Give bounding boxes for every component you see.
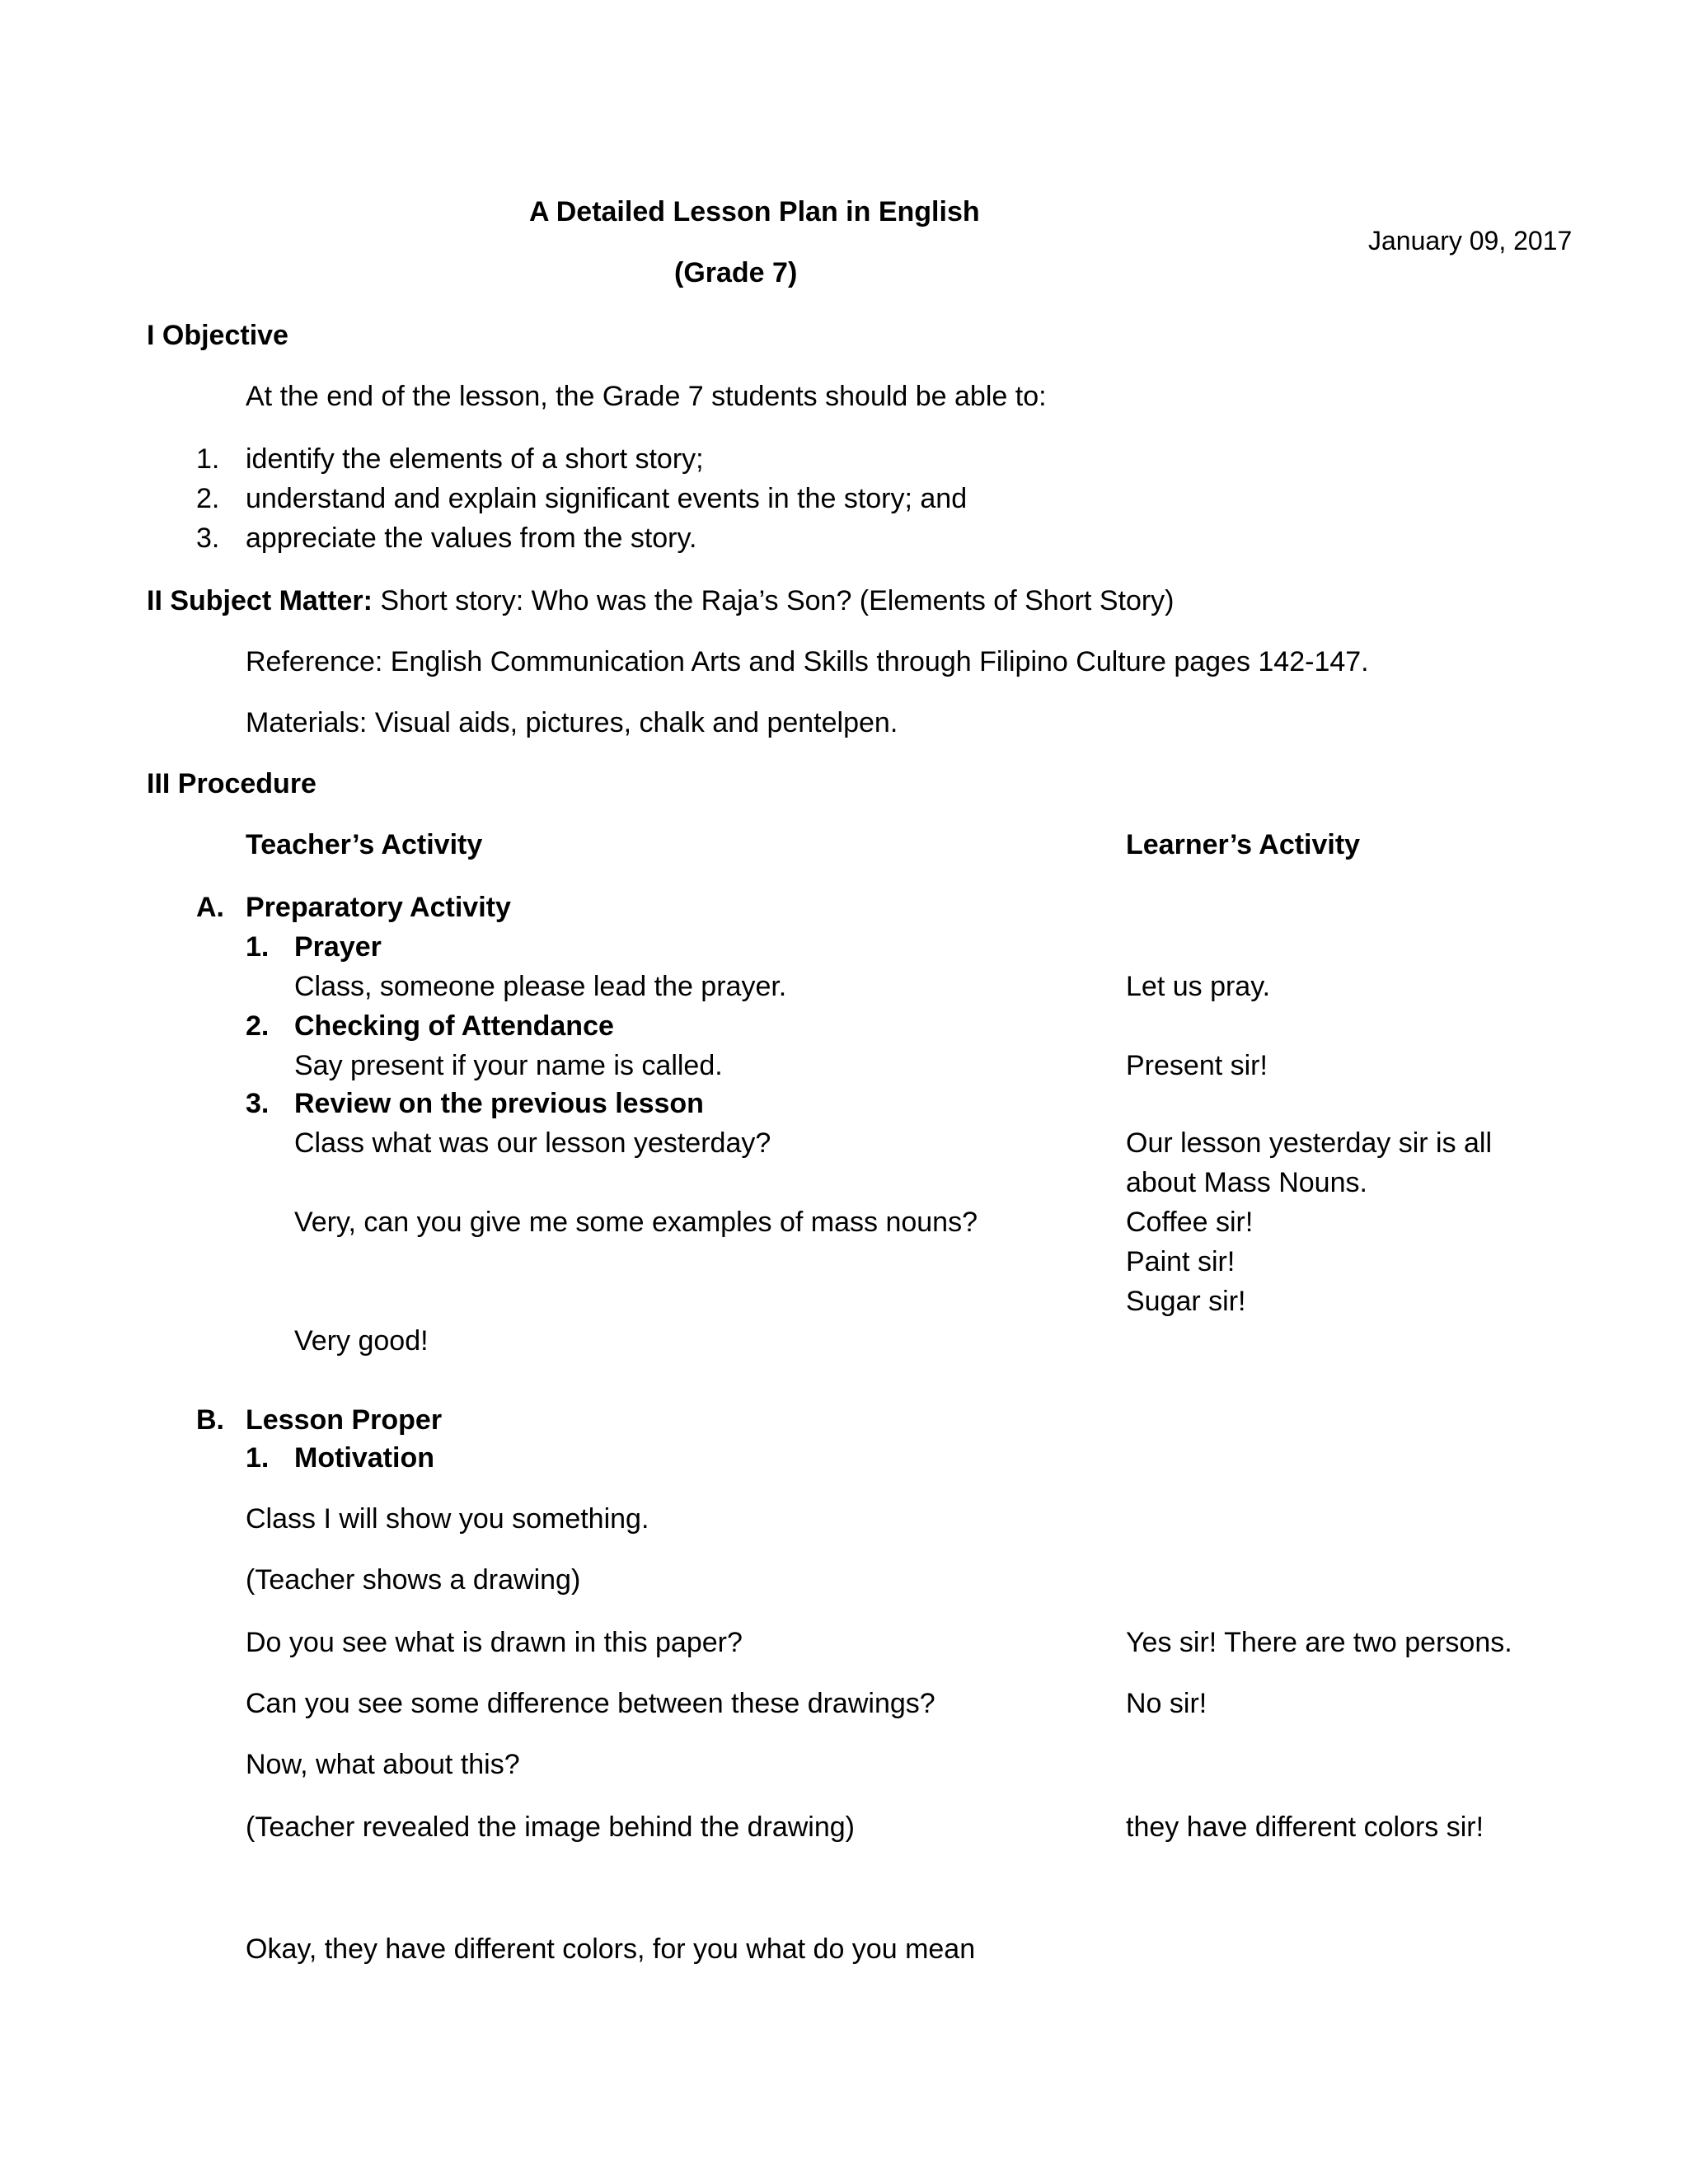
objective-item-number: 1. (196, 443, 220, 475)
review-number: 3. (246, 1088, 270, 1119)
document-subtitle: (Grade 7) (674, 257, 798, 288)
attendance-number: 2. (246, 1010, 270, 1042)
learner-activity-header: Learner’s Activity (1126, 829, 1361, 860)
motivation-teacher-question: Can you see some difference between these drawings? (246, 1688, 935, 1719)
section-a-title: Preparatory Activity (246, 892, 511, 923)
objective-item: understand and explain significant events in the story; and (246, 483, 968, 514)
motivation-title: Motivation (294, 1442, 434, 1474)
prayer-title: Prayer (294, 931, 382, 963)
attendance-teacher-line: Say present if your name is called. (294, 1050, 723, 1081)
motivation-teacher-line: Now, what about this? (246, 1749, 520, 1780)
attendance-learner-line: Present sir! (1126, 1050, 1268, 1081)
review-learner-answer: Paint sir! (1126, 1246, 1236, 1277)
objective-item: appreciate the values from the story. (246, 523, 697, 554)
motivation-teacher-line: (Teacher revealed the image behind the drawing) (246, 1811, 856, 1843)
subject-matter-heading: II Subject Matter: (147, 585, 373, 616)
review-learner-answer: Sugar sir! (1126, 1286, 1246, 1317)
motivation-learner-answer: No sir! (1126, 1688, 1207, 1719)
objective-item-number: 2. (196, 483, 220, 514)
section-a-letter: A. (196, 892, 224, 923)
document-title: A Detailed Lesson Plan in English (529, 196, 980, 227)
objective-heading: I Objective (147, 320, 288, 351)
prayer-learner-line: Let us pray. (1126, 971, 1271, 1002)
review-teacher-question: Class what was our lesson yesterday? (294, 1127, 771, 1159)
motivation-number: 1. (246, 1442, 270, 1474)
attendance-title: Checking of Attendance (294, 1010, 614, 1042)
prayer-teacher-line: Class, someone please lead the prayer. (294, 971, 787, 1002)
objective-intro: At the end of the lesson, the Grade 7 students should be able to: (246, 381, 1047, 412)
materials-line: Materials: Visual aids, pictures, chalk and pentelpen. (246, 707, 898, 738)
section-b-letter: B. (196, 1404, 224, 1436)
objective-item-number: 3. (196, 523, 220, 554)
motivation-learner-answer: they have different colors sir! (1126, 1811, 1484, 1843)
motivation-teacher-line: Okay, they have different colors, for you what do you mean (246, 1933, 976, 1965)
motivation-teacher-line: Class I will show you something. (246, 1503, 649, 1535)
review-learner-answer: Our lesson yesterday sir is all (1126, 1127, 1493, 1159)
review-learner-answer: about Mass Nouns. (1126, 1167, 1367, 1198)
document-date: January 09, 2017 (1368, 226, 1573, 255)
objective-item: identify the elements of a short story; (246, 443, 704, 475)
review-title: Review on the previous lesson (294, 1088, 704, 1119)
subject-matter-line (147, 587, 1175, 615)
review-learner-answer: Coffee sir! (1126, 1207, 1254, 1238)
motivation-learner-answer: Yes sir! There are two persons. (1126, 1627, 1512, 1658)
motivation-teacher-question: Do you see what is drawn in this paper? (246, 1627, 743, 1658)
review-teacher-close: Very good! (294, 1325, 429, 1357)
reference-line: Reference: English Communication Arts and Skills through Filipino Culture pages 142-147. (246, 646, 1369, 677)
review-teacher-question: Very, can you give me some examples of mass nouns? (294, 1207, 978, 1238)
section-b-title: Lesson Proper (246, 1404, 443, 1436)
motivation-teacher-line: (Teacher shows a drawing) (246, 1564, 581, 1596)
subject-matter-text: Short story: Who was the Raja’s Son? (Elements of Short Story) (380, 585, 1175, 616)
prayer-number: 1. (246, 931, 270, 963)
teacher-activity-header: Teacher’s Activity (246, 829, 483, 860)
procedure-heading: III Procedure (147, 768, 316, 799)
